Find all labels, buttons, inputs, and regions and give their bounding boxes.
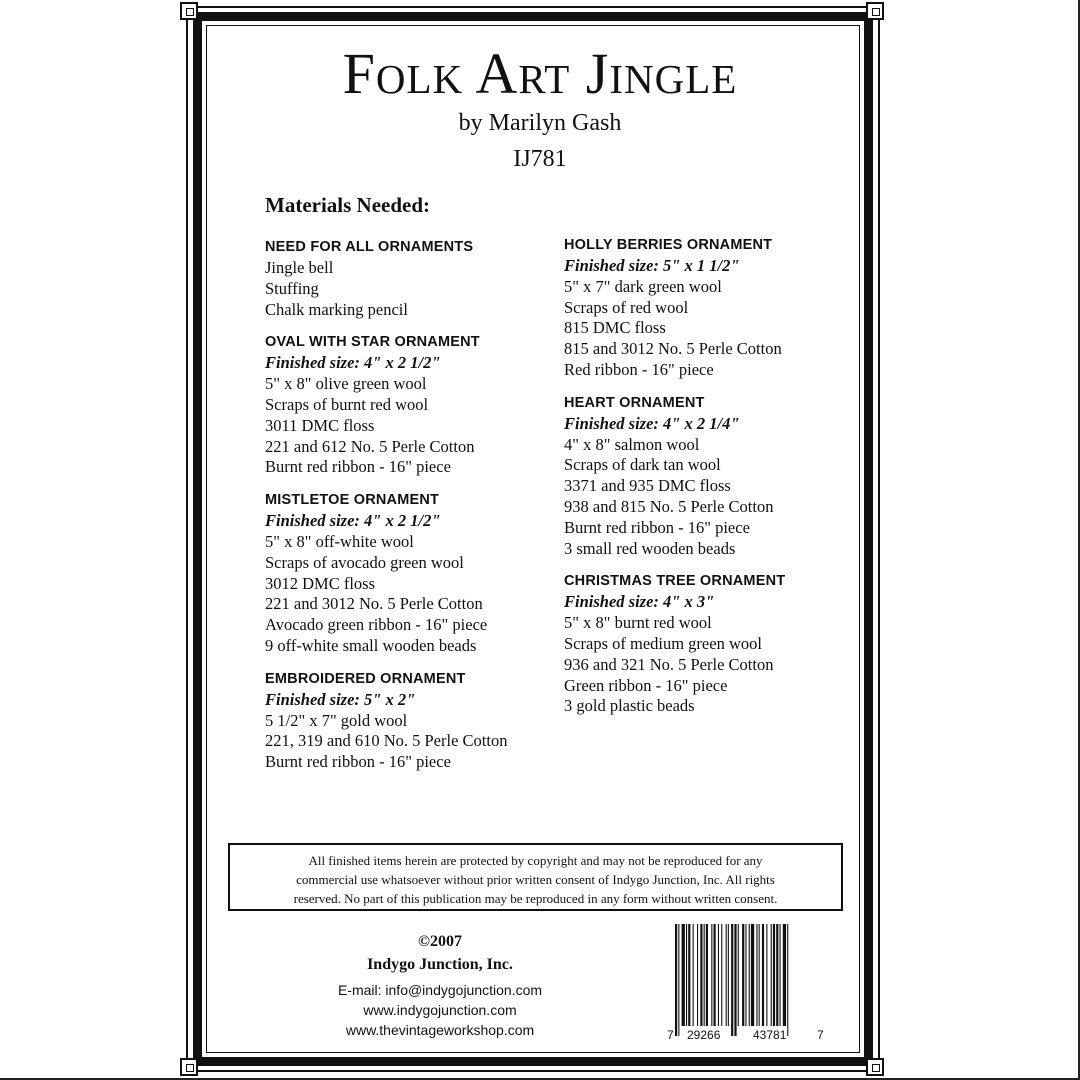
publisher-website: www.indygojunction.com <box>363 1002 517 1018</box>
barcode-bar <box>756 924 757 1026</box>
material-item: 5" x 8" off-white wool <box>265 531 414 551</box>
materials-section <box>564 235 854 381</box>
barcode-trail-digit: 7 <box>817 1028 824 1042</box>
copyright-line: reserved. No part of this publication may be reproduced in any form without written consent. <box>293 891 778 906</box>
barcode-bar <box>718 924 719 1026</box>
material-item: 5" x 8" burnt red wool <box>564 613 712 633</box>
finished-size: Finished size: 4" x 2 1/2" <box>265 511 441 531</box>
material-item: 5" x 8" olive green wool <box>265 374 427 394</box>
copyright-notice-box <box>228 843 843 911</box>
material-item: 3 small red wooden beads <box>564 538 736 558</box>
material-item: 938 and 815 No. 5 Perle Cotton <box>564 496 774 516</box>
material-item: 3371 and 935 DMC floss <box>564 476 731 496</box>
barcode-bar <box>773 924 775 1026</box>
finished-size: Finished size: 4" x 2 1/4" <box>564 413 740 433</box>
section-title: MISTLETOE ORNAMENT <box>265 492 440 509</box>
material-item: 3012 DMC floss <box>265 573 376 593</box>
barcode-bar <box>700 924 702 1026</box>
pattern-title: Folk Art Jingle <box>342 41 738 106</box>
barcode-bar <box>745 924 746 1026</box>
barcode-bar <box>711 924 712 1026</box>
barcode-bar <box>749 924 750 1026</box>
finished-size: Finished size: 4" x 2 1/2" <box>265 353 441 373</box>
barcode-bar <box>776 924 778 1026</box>
barcode-bar <box>697 924 698 1026</box>
barcode-lead-digit: 7 <box>667 1028 674 1042</box>
finished-size: Finished size: 5" x 1 1/2" <box>564 256 740 275</box>
barcode-bar <box>682 924 685 1026</box>
barcode-bar <box>704 924 705 1026</box>
section-title: NEED FOR ALL ORNAMENTS <box>265 239 474 255</box>
materials-heading: Materials Needed: <box>265 193 431 217</box>
material-item: Scraps of medium green wool <box>564 633 762 653</box>
materials-section <box>265 490 545 657</box>
barcode-bar <box>678 924 679 1036</box>
material-item: 3011 DMC floss <box>265 415 375 435</box>
section-title: CHRISTMAS TREE ORNAMENT <box>564 573 786 590</box>
barcode-right-group: 43781 <box>753 1028 787 1042</box>
material-item: Scraps of red wool <box>564 297 689 317</box>
barcode-bar <box>751 924 754 1026</box>
barcode-bar <box>726 924 727 1026</box>
barcode-left-group: 29266 <box>687 1028 721 1042</box>
finished-size: Finished size: 5" x 2" <box>265 689 416 709</box>
barcode-bar <box>762 924 764 1026</box>
pattern-code: IJ781 <box>513 146 567 172</box>
materials-section <box>564 571 854 717</box>
material-item: Scraps of avocado green wool <box>265 552 464 572</box>
upc-barcode <box>667 924 827 1042</box>
materials-section <box>265 669 545 773</box>
material-item: 815 and 3012 No. 5 Perle Cotton <box>564 339 782 359</box>
barcode-bar <box>742 924 744 1026</box>
material-item: 936 and 321 No. 5 Perle Cotton <box>564 654 774 674</box>
corner-ornament-top-right <box>866 2 884 20</box>
material-item: 5 1/2" x 7" gold wool <box>265 710 408 730</box>
barcode-bar <box>731 924 733 1036</box>
copyright-line: commercial use whatsoever without prior written consent of Indygo Junction, Inc. All rights <box>296 872 775 887</box>
barcode-bar <box>688 924 690 1026</box>
material-item: Green ribbon - 16" piece <box>564 675 728 695</box>
materials-right-column <box>564 235 854 729</box>
section-title: EMBROIDERED ORNAMENT <box>265 670 466 687</box>
material-item: 221 and 3012 No. 5 Perle Cotton <box>265 594 483 614</box>
finished-size: Finished size: 4" x 3" <box>564 592 715 612</box>
material-item: Burnt red ribbon - 16" piece <box>265 457 451 477</box>
material-item: 221 and 612 No. 5 Perle Cotton <box>265 436 475 456</box>
barcode-bar <box>734 924 736 1036</box>
materials-section <box>265 237 545 320</box>
section-title: HOLLY BERRIES ORNAMENT <box>564 237 773 253</box>
material-item: Scraps of dark tan wool <box>564 455 721 475</box>
section-title: HEART ORNAMENT <box>564 394 705 411</box>
barcode-bar <box>706 924 708 1026</box>
barcode-bar <box>686 924 687 1026</box>
barcode-bar <box>759 924 760 1026</box>
material-item: Red ribbon - 16" piece <box>564 359 714 379</box>
barcode-bar <box>787 924 788 1036</box>
material-item: Burnt red ribbon - 16" piece <box>265 752 451 772</box>
publisher-email: E-mail: info@indygojunction.com <box>337 982 543 998</box>
barcode-bar <box>766 924 767 1026</box>
barcode-bar <box>738 924 739 1026</box>
material-item: 221, 319 and 610 No. 5 Perle Cotton <box>265 731 508 751</box>
corner-ornament-bottom-left <box>180 1058 198 1076</box>
material-item: 4" x 8" salmon wool <box>564 434 700 454</box>
barcode-bar <box>675 924 677 1036</box>
section-title: OVAL WITH STAR ORNAMENT <box>265 334 480 351</box>
material-item: 815 DMC floss <box>564 318 666 338</box>
barcode-bar <box>728 924 729 1026</box>
barcode-bar <box>783 924 786 1026</box>
materials-section <box>564 393 854 560</box>
material-item: Chalk marking pencil <box>265 299 408 319</box>
corner-ornament-top-left <box>180 2 198 20</box>
material-item: Burnt red ribbon - 16" piece <box>564 517 750 537</box>
material-item: Avocado green ribbon - 16" piece <box>265 615 488 635</box>
material-item: 5" x 7" dark green wool <box>564 276 722 296</box>
materials-section <box>265 332 545 478</box>
barcode-bars <box>667 924 827 1036</box>
materials-left-column <box>265 237 545 785</box>
material-item: Stuffing <box>265 278 319 298</box>
barcode-bar <box>721 924 722 1026</box>
barcode-bar <box>714 924 716 1026</box>
copyright-year: ©2007 <box>418 933 462 950</box>
barcode-bar <box>780 924 781 1026</box>
corner-ornament-bottom-right <box>866 1058 884 1076</box>
copyright-line: All finished items herein are protected by copyright and may not be reproduced for any <box>308 853 763 868</box>
publisher-website-secondary: www.thevintageworkshop.com <box>345 1022 535 1038</box>
material-item: Scraps of burnt red wool <box>265 394 429 414</box>
designer-byline: by Marilyn Gash <box>458 110 622 136</box>
material-item: 3 gold plastic beads <box>564 696 695 716</box>
barcode-bar <box>693 924 694 1026</box>
barcode-bar <box>771 924 772 1026</box>
publisher-name: Indygo Junction, Inc. <box>367 956 513 973</box>
material-item: Jingle bell <box>265 258 334 277</box>
material-item: 9 off-white small wooden beads <box>265 635 477 655</box>
